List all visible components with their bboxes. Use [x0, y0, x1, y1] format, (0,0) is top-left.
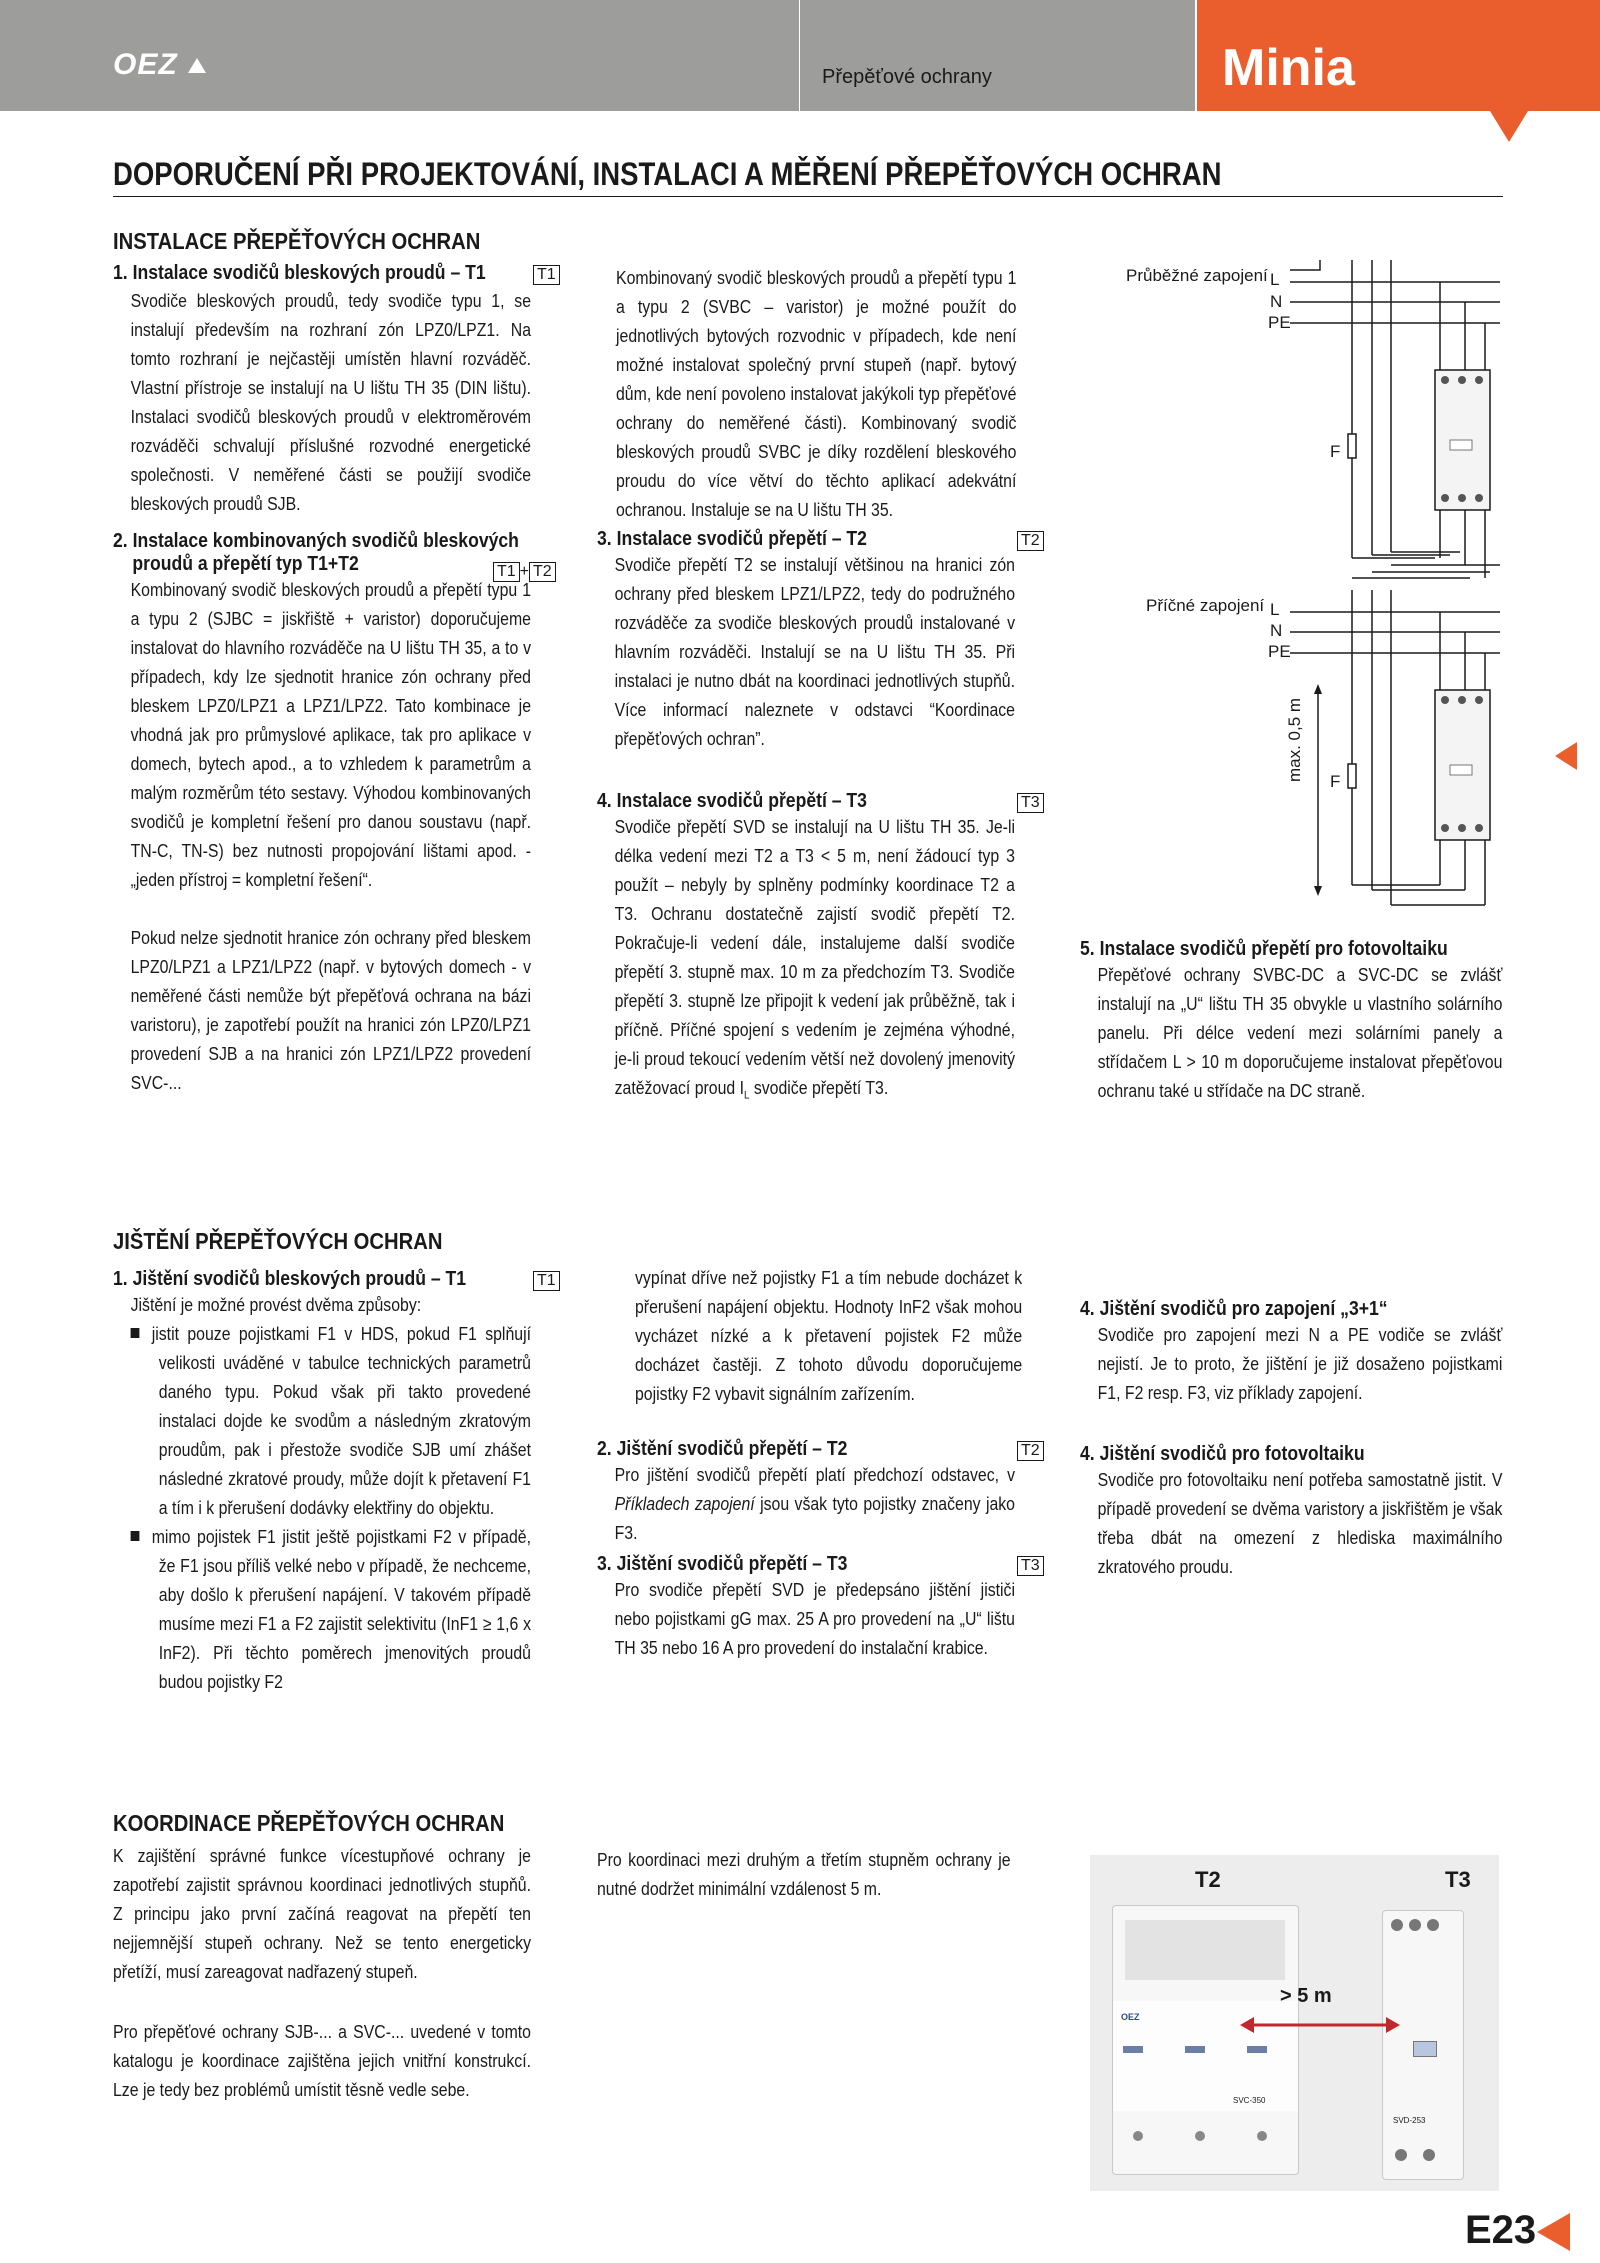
tag-t1: T1: [533, 1271, 560, 1291]
diagram2-pe: PE: [1268, 642, 1291, 661]
bullet-icon: [131, 1531, 140, 1541]
jisteni-s2: [597, 1438, 1042, 1548]
page-arrow-icon[interactable]: [1537, 2213, 1570, 2251]
jisteni-s2-text: Pro jištění svodičů přepětí platí předchozí odstavec, v Příkladech zapojení jsou však tyto pojistky značeny jako F3.: [614, 1465, 1015, 1543]
diagram1-pe: PE: [1268, 313, 1291, 332]
instalace-s5-text: Přepěťové ochrany SVBC-DC a SVC-DC se zvlášť instalují na „U“ lištu TH 35 obvykle u vlastního solárního panelu. Při délce vedení mezi solárními panely a střídačem L > 10 m doporučujeme instalovat přepěťovou ochranu také u střídače na DC straně.: [1097, 965, 1503, 1101]
t3-device: [1382, 1910, 1464, 2180]
jisteni-s4-title: 4. Jištění svodičů pro zapojení „3+1“: [1080, 1298, 1388, 1320]
section-heading-instalace: INSTALACE PŘEPĚŤOVÝCH OCHRAN: [113, 228, 481, 254]
instalace-s4-text: Svodiče přepětí SVD se instalují na U lištu TH 35. Je-li délka vedení mezi T2 a T3 < 5 m, není žádoucí typ 3 použít – nebyly by splněny podmínky koordinace T2 a T3. Ochranu dostatečně zajistí svodič přepětí T2. Pokračuje-li vedení dále, instalujeme další svodiče přepětí 3. stupně max. 10 m za předchozím T3. Svodiče přepětí 3. stupně lze připojit k vedení jak průběžně, tak i příčně. Příčné spojení s vedením je zejména výhodné, je-li proud tekoucí vedením větší než dovolený jmenovitý zatěžovací proud $I_L$ svodiče přepětí T3.: [614, 817, 1015, 1102]
jisteni-s1-bullet1: jistit pouze pojistkami F1 v HDS, pokud F1 splňují velikosti uváděné v tabulce technických parametrů daného typu. Pokud však při takto provedené instalaci dojde ke svodům a následným zkratovým proudům, pak i přestože svodiče SJB umí zhášet následné zkratové proudy, může dojít k přetavení F1 a tím i k přerušení dodávky elektřiny do objektu.: [113, 1320, 531, 1523]
brand-triangle-icon: [1490, 111, 1528, 142]
header-divider: [799, 0, 800, 111]
page-number: E23: [1465, 2208, 1537, 2252]
section-heading-jisteni: JIŠTĚNÍ PŘEPĚŤOVÝCH OCHRAN: [113, 1228, 443, 1254]
instalace-s4-title: 4. Instalace svodičů přepětí – T3: [597, 790, 867, 812]
section-label: Přepěťové ochrany: [822, 66, 992, 88]
device-icon: [1435, 690, 1490, 840]
instalace-s3-title: 3. Instalace svodičů přepětí – T2: [597, 528, 867, 550]
diagram2-label: Příčné zapojení: [1146, 596, 1265, 615]
instalace-s2-text2: Pokud nelze sjednotit hranice zón ochrany před bleskem LPZ0/LPZ1 a LPZ1/LPZ2 (např. v bytových domech - v neměřené části nemůže být přepěťová ochrana na bázi varistoru), je zapotřebí použít na hranici zón LPZ0/LPZ1 provedení SJB a na hranici zón LPZ1/LPZ2 provedení SVC-...: [130, 928, 531, 1093]
device-icon: [1435, 370, 1490, 510]
koordinace-col2: Pro koordinaci mezi druhým a třetím stupněm ochrany je nutné dodržet minimální vzdálenost 5 m.: [597, 1850, 1011, 1899]
diagram1-wiring: [1290, 260, 1500, 590]
diagram2-wiring: [1290, 590, 1500, 920]
jisteni-s1-title: 1. Jištění svodičů bleskových proudů – T1: [113, 1268, 467, 1290]
jisteni-s3-text: Pro svodiče přepětí SVD je předepsáno jištění jističi nebo pojistkami gG max. 25 A pro provedení na „U“ lištu TH 35 nebo 16 A pro provedení do instalační krabice.: [614, 1580, 1015, 1658]
distance-label: > 5 m: [1280, 1985, 1332, 2007]
instalace-s4: [597, 790, 1042, 1111]
instalace-s2: [113, 530, 565, 1098]
diagram2-f: F: [1330, 772, 1341, 791]
jisteni-s1: [113, 1268, 565, 1697]
instalace-s2-text1: Kombinovaný svodič bleskových proudů a přepětí typu 1 a typu 2 (SJBC = jiskřiště + varistor) doporučujeme instalovat do hlavního rozváděče na U lištu TH 35, a to v případech, kdy lze sjednotit hranice zón ochrany před bleskem LPZ0/LPZ1 a LPZ1/LPZ2. Tato kombinace je vhodná jak pro průmyslové aplikace, tak pro aplikace v domech, bytech apod., a to vzhledem k parametrům a malým rozměrům této sestavy. Výhodou kombinovaných svodičů je kompletní řešení pro danou soustavu (např. TN-C, TN-S) bez nutnosti propojování lištami apod. - „jeden přístroj = kompletní řešení“.: [130, 580, 531, 890]
tag-t1: T1: [493, 562, 520, 582]
tag-t2: T2: [529, 562, 556, 582]
instalace-s3: [597, 528, 1042, 754]
photo-label-t2: T2: [1195, 1867, 1221, 1892]
tag-plus: +: [519, 563, 530, 580]
page-title: DOPORUČENÍ PŘI PROJEKTOVÁNÍ, INSTALACI A MĚŘENÍ PŘEPĚŤOVÝCH OCHRAN: [113, 156, 1222, 192]
oez-logo: OEZ: [113, 48, 178, 81]
tag-t2: T2: [1017, 1441, 1044, 1461]
diagram2-n: N: [1270, 621, 1283, 640]
t2-model: SVC-350: [1233, 2096, 1266, 2105]
diagram1-f: F: [1330, 442, 1341, 461]
bullet-icon: [131, 1328, 140, 1338]
jisteni-s3-title: 3. Jištění svodičů přepětí – T3: [597, 1553, 848, 1575]
diagram2-l: L: [1270, 600, 1280, 619]
jisteni-s1-intro: Jištění je možné provést dvěma způsoby:: [130, 1295, 422, 1315]
koordinace-p2: Pro přepěťové ochrany SJB-... a SVC-... uvedené v tomto katalogu je koordinace zajištěna jejich vnitřní konstrukcí. Lze je tedy bez problémů umístit těsně vedle sebe.: [113, 2022, 531, 2100]
section-heading-koordinace: KOORDINACE PŘEPĚŤOVÝCH OCHRAN: [113, 1810, 505, 1836]
brand-name: Minia: [1222, 39, 1355, 97]
jisteni-s5-text: Svodiče pro fotovoltaiku není potřeba samostatně jistit. V případě provedení se dvěma varistory a jiskřištěm je však třeba dbát na omezení z hlediska maximálního zkratového proudu.: [1097, 1470, 1503, 1577]
tag-t3: T3: [1017, 1556, 1044, 1576]
instalace-s2-title-2: proudů a přepětí typ T1+T2: [132, 553, 359, 575]
diagram1-l: L: [1270, 270, 1280, 289]
t3-model: SVD-253: [1393, 2116, 1426, 2125]
instalace-s5-title: 5. Instalace svodičů přepětí pro fotovoltaiku: [1080, 938, 1448, 960]
instalace-s3-text: Svodiče přepětí T2 se instalují většinou na hranici zón ochrany před bleskem LPZ1/LPZ2, tedy do podružného rozváděče za svodiče bleskových proudů instalované v hlavním rozváděči. Instalují se na U lištu TH 35. Při instalaci je nutno dbát na koordinaci jednotlivých stupňů. Více informací naleznete v odstavci “Koordinace přepěťových ochran”.: [614, 555, 1015, 749]
instalace-col2-top: Kombinovaný svodič bleskových proudů a přepětí typu 1 a typu 2 (SVBC – varistor) je možné použít do jednotlivých bytových rozvodnic v případech, kde není možné instalovat společný první stupeň (např. bytový dům, kde není povoleno instalovat jakýkoli typ přepěťové ochrany do neměřené části). Kombinovaný svodič bleskových proudů SVBC je díky rozdělení bleskového proudu do více větví do těchto aplikací adekvátní ochranou. Instaluje se na U lištu TH 35.: [616, 268, 1017, 520]
tag-t3: T3: [1017, 793, 1044, 813]
title-rule: [113, 196, 1503, 197]
diagram1-n: N: [1270, 292, 1283, 311]
jisteni-s5-title: 4. Jištění svodičů pro fotovoltaiku: [1080, 1443, 1365, 1465]
header-bar: [0, 0, 1195, 111]
photo-label-t3: T3: [1445, 1867, 1471, 1892]
jisteni-s4: [1080, 1298, 1520, 1408]
instalace-s1: [113, 262, 565, 519]
instalace-s5: [1080, 938, 1520, 1106]
distance-arrow-icon: [1240, 2005, 1400, 2045]
koordinace-p1: K zajištění správné funkce vícestupňové ochrany je zapotřebí zajistit správnou koordinaci jednotlivých stupňů. Z principu jako první začíná reagovat na přepětí ten nejjemnější stupeň ochrany. Než se tento energeticky přetíží, musí zareagovat nadřazený stupeň.: [113, 1846, 531, 1982]
jisteni-s3: [597, 1553, 1042, 1663]
instalace-s1-text: Svodiče bleskových proudů, tedy svodiče typu 1, se instalují především na rozhraní zón LPZ0/LPZ1. Na tomto rozhraní je nejčastěji umístěn hlavní rozváděč. Vlastní přístroje se instalují na U lištu TH 35 (DIN lištu). Instalaci svodičů bleskových proudů v elektroměrovém rozváděči schvalují příslušné rozvodné energetické společnosti. V neměřené části se použijí svodiče bleskových proudů SJB.: [130, 291, 531, 514]
jisteni-s4-text: Svodiče pro zapojení mezi N a PE vodiče se zvlášť nejistí. Je to proto, že jištění je již dosaženo pojistkami F1, F2 resp. F3, viz příklady zapojení.: [1097, 1325, 1503, 1403]
instalace-s2-title-1: 2. Instalace kombinovaných svodičů bleskových: [113, 530, 519, 552]
diagram1-label: Průběžné zapojení: [1126, 266, 1268, 285]
jisteni-s1-bullet2: mimo pojistek F1 jistit ještě pojistkami F2 v případě, že F1 jsou příliš velké nebo v případě, že nechceme, aby došlo k přerušení napájení. V takovém případě musíme mezi F1 a F2 zajistit selektivitu (InF1 ≥ 1,6 x InF2). Při těchto poměrech jmenovitých proudů budou pojistky F2: [113, 1523, 531, 1697]
jisteni-s5: [1080, 1443, 1520, 1582]
tag-t1: T1: [533, 265, 560, 285]
side-nav-arrow-icon[interactable]: [1555, 742, 1577, 770]
instalace-s1-title: 1. Instalace svodičů bleskových proudů – T1: [113, 262, 486, 284]
logo-triangle-icon: [188, 58, 206, 73]
t2-brand: OEZ: [1121, 2012, 1140, 2022]
tag-t2: T2: [1017, 531, 1044, 551]
product-photo: [1090, 1855, 1499, 2191]
diagram2-distance: max. 0,5 m: [1285, 697, 1304, 782]
jisteni-s2-title: 2. Jištění svodičů přepětí – T2: [597, 1438, 848, 1460]
jisteni-col2-top: vypínat dříve než pojistky F1 a tím nebude docházet k přerušení napájení objektu. Hodnoty InF2 však mohou vycházet nízké a k přetavení pojistek F2 může docházet častěji. Z tohoto důvodu doporučujeme pojistky F2 vybavit signálním zařízením.: [635, 1268, 1023, 1404]
